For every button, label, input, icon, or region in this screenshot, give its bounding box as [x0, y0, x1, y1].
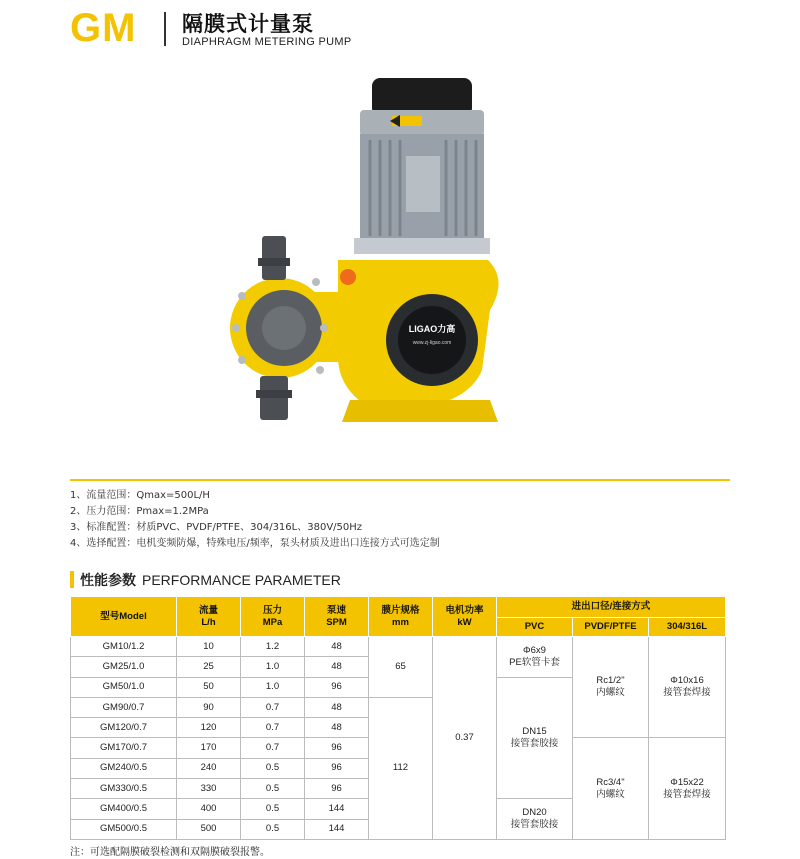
cell-model: GM170/0.7 — [71, 738, 177, 758]
oil-cap — [340, 269, 356, 285]
cell-spm: 48 — [305, 657, 369, 677]
cell-pressure: 0.5 — [241, 819, 305, 839]
cell-pressure: 1.0 — [241, 657, 305, 677]
cell-pvdf: Rc3/4" 内螺纹 — [573, 738, 649, 839]
cell-pressure: 0.7 — [241, 738, 305, 758]
brand-logo: GM — [70, 6, 137, 50]
cell-pressure: 0.5 — [241, 758, 305, 778]
pump-base — [342, 400, 498, 422]
cell-model: GM50/1.0 — [71, 677, 177, 697]
cell-model: GM10/1.2 — [71, 637, 177, 657]
cell-pvc: Φ6x9 PE软管卡套 — [497, 637, 573, 678]
feature-list — [70, 488, 440, 552]
col-power: 电机功率 kW — [433, 597, 497, 637]
cell-flow: 50 — [177, 677, 241, 697]
performance-table — [70, 596, 726, 840]
col-speed: 泵速 SPM — [305, 597, 369, 637]
cell-ss: Φ15x22 接管套焊接 — [649, 738, 726, 839]
knob-logo: LIGAO力高 — [408, 324, 456, 334]
cell-flow: 25 — [177, 657, 241, 677]
cell-pressure: 1.2 — [241, 637, 305, 657]
page-subtitle: DIAPHRAGM METERING PUMP — [182, 36, 352, 48]
cell-spm: 48 — [305, 697, 369, 717]
cell-diaphragm: 65 — [369, 637, 433, 698]
cell-diaphragm: 112 — [369, 697, 433, 839]
cell-pressure: 0.5 — [241, 799, 305, 819]
feature-item: 2、压力范围：Pmax=1.2MPa — [70, 506, 209, 517]
header-divider — [164, 12, 166, 46]
col-model: 型号Model — [71, 597, 177, 637]
section-title-cn: 性能参数 — [80, 573, 136, 589]
knob-url: www.zj-ligao.com — [412, 340, 452, 346]
cell-model: GM25/1.0 — [71, 657, 177, 677]
cell-spm: 144 — [305, 799, 369, 819]
cell-power: 0.37 — [433, 637, 497, 840]
col-diaphragm: 膜片规格 mm — [369, 597, 433, 637]
cell-spm: 96 — [305, 779, 369, 799]
cell-flow: 400 — [177, 799, 241, 819]
cell-spm: 96 — [305, 677, 369, 697]
cell-pvc: DN15 接管套胶接 — [497, 677, 573, 799]
cell-spm: 48 — [305, 718, 369, 738]
cell-flow: 90 — [177, 697, 241, 717]
col-pvdf: PVDF/PTFE — [573, 618, 649, 637]
section-title — [80, 570, 341, 590]
cell-spm: 48 — [305, 637, 369, 657]
section-divider — [70, 479, 730, 481]
cell-flow: 170 — [177, 738, 241, 758]
col-pvc: PVC — [497, 618, 573, 637]
feature-item: 4、选择配置：电机变频防爆，特殊电压/频率，泵头材质及进出口连接方式可选定制 — [70, 538, 440, 549]
footnote: 注：可选配隔膜破裂检测和双隔膜破裂报警。 — [70, 847, 270, 858]
table-row — [71, 637, 726, 657]
col-ss: 304/316L — [649, 618, 726, 637]
cell-pressure: 0.7 — [241, 697, 305, 717]
feature-item: 1、流量范围：Qmax=500L/H — [70, 490, 210, 501]
section-title-en: PERFORMANCE PARAMETER — [142, 572, 341, 588]
col-flow: 流量 L/h — [177, 597, 241, 637]
cell-flow: 120 — [177, 718, 241, 738]
cell-flow: 500 — [177, 819, 241, 839]
cell-model: GM120/0.7 — [71, 718, 177, 738]
cell-model: GM330/0.5 — [71, 779, 177, 799]
section-marker — [70, 571, 74, 588]
cell-pressure: 0.7 — [241, 718, 305, 738]
cell-model: GM240/0.5 — [71, 758, 177, 778]
cell-spm: 144 — [305, 819, 369, 839]
col-pressure: 压力 MPa — [241, 597, 305, 637]
cell-flow: 10 — [177, 637, 241, 657]
col-connection: 进出口径/连接方式 — [497, 597, 726, 618]
feature-item: 3、标准配置：材质PVC、PVDF/PTFE、304/316L、380V/50Hz — [70, 522, 363, 533]
cell-flow: 330 — [177, 779, 241, 799]
cell-spm: 96 — [305, 758, 369, 778]
page-title: 隔膜式计量泵 — [182, 12, 314, 36]
cell-ss: Φ10x16 接管套焊接 — [649, 637, 726, 738]
pump-image — [220, 70, 540, 465]
cell-pressure: 1.0 — [241, 677, 305, 697]
cell-model: GM500/0.5 — [71, 819, 177, 839]
cell-model: GM400/0.5 — [71, 799, 177, 819]
cell-pvc: DN20 接管套胶接 — [497, 799, 573, 840]
cell-flow: 240 — [177, 758, 241, 778]
cell-pressure: 0.5 — [241, 779, 305, 799]
cell-spm: 96 — [305, 738, 369, 758]
cell-model: GM90/0.7 — [71, 697, 177, 717]
cell-pvdf: Rc1/2" 内螺纹 — [573, 637, 649, 738]
